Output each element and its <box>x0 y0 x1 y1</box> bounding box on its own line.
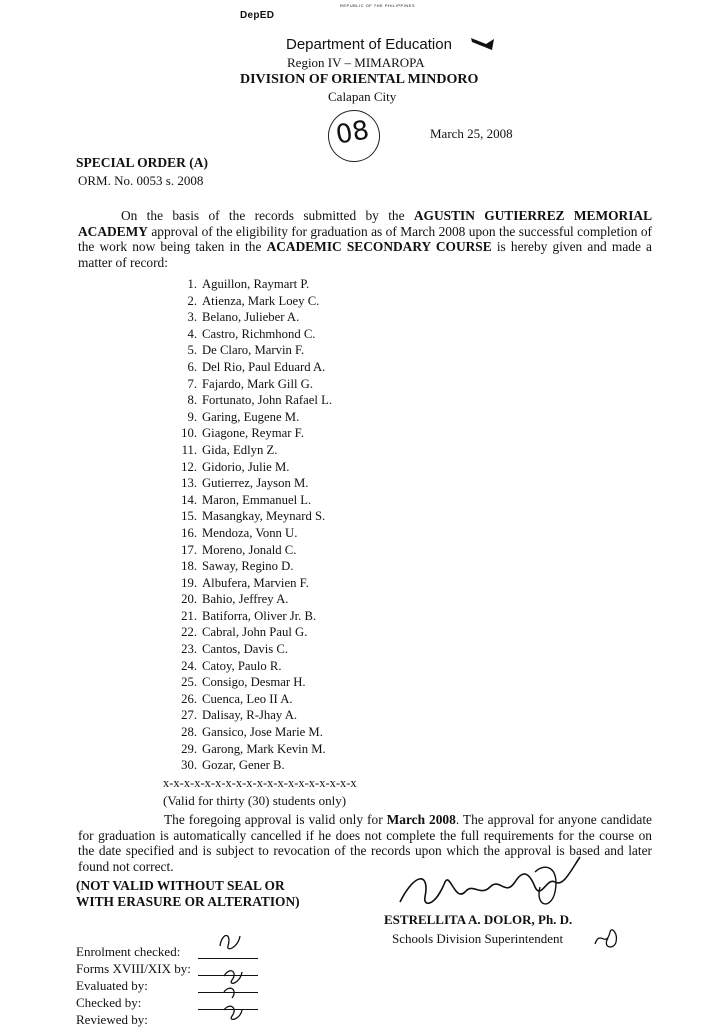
graduate-name: Aguillon, Raymart P. <box>202 277 310 291</box>
graduate-item <box>173 624 332 641</box>
republic-text: REPUBLIC OF THE PHILIPPINES <box>340 3 415 8</box>
header <box>0 0 717 151</box>
graduate-number: 5. <box>187 343 197 358</box>
graduate-name: Saway, Regino D. <box>202 559 294 574</box>
graduate-item <box>173 293 332 310</box>
graduate-item <box>173 641 332 658</box>
checklist-label: Enrolment checked: <box>76 944 181 959</box>
graduate-name: Belano, Julieber A. <box>202 310 300 325</box>
graduate-name: Fortunato, John Rafael L. <box>202 393 333 408</box>
graduate-name: Gansico, Jose Marie M. <box>202 725 323 740</box>
city-text: Calapan City <box>328 89 397 104</box>
graduate-item <box>173 392 332 409</box>
graduate-item <box>173 741 332 758</box>
graduate-item <box>173 276 332 293</box>
valid-month: March 2008 <box>386 812 456 827</box>
graduate-name: Atienza, Mark Loey C. <box>202 293 320 308</box>
handwritten-number: 08 <box>333 115 372 151</box>
initials-mark <box>592 924 622 957</box>
graduate-item <box>173 475 332 492</box>
division-name: DIVISION OF ORIENTAL MINDORO <box>240 72 479 87</box>
graduate-number: 2. <box>187 293 197 308</box>
graduate-item <box>173 542 332 559</box>
department-name: Department of Education <box>286 36 452 53</box>
graduate-number: 11. <box>181 442 197 457</box>
intro-paragraph <box>78 208 652 270</box>
signatory-title: Schools Division Superintendent <box>392 931 564 946</box>
graduate-name: Masangkay, Meynard S. <box>202 509 326 524</box>
graduate-item <box>173 442 332 459</box>
not-valid-line-1: (NOT VALID WITHOUT SEAL OR <box>76 878 285 893</box>
graduate-number: 9. <box>187 409 197 424</box>
graduate-number: 10. <box>181 426 197 441</box>
graduate-number: 20. <box>181 592 197 607</box>
graduate-item <box>173 691 332 708</box>
graduate-number: 23. <box>181 642 197 657</box>
graduate-name: Del Rio, Paul Eduard A. <box>202 359 326 374</box>
region-text: Region IV – MIMAROPA <box>287 55 425 70</box>
graduate-item <box>173 558 332 575</box>
graduate-item <box>173 575 332 592</box>
graduate-name: Gozar, Gener B. <box>202 758 285 773</box>
graduate-number: 18. <box>181 559 197 574</box>
graduate-name: Garong, Mark Kevin M. <box>202 741 326 756</box>
graduate-number: 17. <box>181 542 197 557</box>
graduate-name: Garing, Eugene M. <box>202 409 300 424</box>
graduate-number: 3. <box>187 310 197 325</box>
graduate-number: 28. <box>181 725 197 740</box>
order-title: SPECIAL ORDER (A) <box>76 155 209 170</box>
graduate-name: Maron, Emmanuel L. <box>202 492 312 507</box>
graduate-number: 1. <box>187 277 197 291</box>
graduate-item <box>173 459 332 476</box>
graduate-number: 22. <box>181 625 197 640</box>
graduate-number: 4. <box>187 326 197 341</box>
order-date: March 25, 2008 <box>430 126 513 141</box>
graduate-number: 29. <box>181 741 197 756</box>
graduate-number: 24. <box>181 658 197 673</box>
graduate-name: Albufera, Marvien F. <box>202 575 309 590</box>
graduate-item <box>173 508 332 525</box>
signatory-name: ESTRELLITA A. DOLOR, Ph. D. <box>384 912 573 927</box>
checklist <box>76 943 191 1028</box>
checklist-label: Evaluated by: <box>76 978 148 993</box>
checklist-label: Checked by: <box>76 995 142 1010</box>
checklist-label: Forms XVIII/XIX by: <box>76 961 191 976</box>
graduate-number: 27. <box>181 708 197 723</box>
graduate-number: 30. <box>181 758 197 773</box>
graduate-number: 26. <box>181 691 197 706</box>
deped-logo: DepED <box>240 10 275 21</box>
graduate-name: Gutierrez, Jayson M. <box>202 476 309 491</box>
not-valid-line-2: WITH ERASURE OR ALTERATION) <box>76 894 300 909</box>
checklist-item <box>76 977 191 994</box>
school-name: AGUSTIN GUTIERREZ MEMORIAL ACADEMY <box>78 208 653 239</box>
graduate-name: Cantos, Davis C. <box>202 642 288 657</box>
graduate-number: 6. <box>187 359 197 374</box>
graduate-name: Cuenca, Leo II A. <box>202 691 293 706</box>
graduate-name: Dalisay, R-Jhay A. <box>202 708 298 723</box>
graduate-name: Castro, Richmhond C. <box>202 326 316 341</box>
closing-text-1: The foregoing approval is valid only for <box>164 812 387 827</box>
graduate-name: Gida, Edlyn Z. <box>202 442 278 457</box>
not-valid-note <box>76 878 300 910</box>
graduate-name: Cabral, John Paul G. <box>202 625 308 640</box>
graduate-number: 25. <box>181 675 197 690</box>
graduate-number: 12. <box>181 459 197 474</box>
graduate-item <box>173 658 332 675</box>
checklist-item <box>76 960 191 977</box>
graduate-item <box>173 309 332 326</box>
order-number: ORM. No. 0053 s. 2008 <box>78 173 204 188</box>
graduate-name: Fajardo, Mark Gill G. <box>202 376 313 391</box>
graduate-list <box>173 276 332 774</box>
graduate-item <box>173 359 332 376</box>
graduate-item <box>173 608 332 625</box>
intro-text-2: approval of the eligibility for graduation as of March 2008 upon the successful completion of the work now being taken in the <box>78 223 652 254</box>
checklist-item <box>76 1011 191 1028</box>
graduate-number: 14. <box>181 492 197 507</box>
graduate-name: Giagone, Reymar F. <box>202 426 304 441</box>
graduate-item <box>173 425 332 442</box>
graduate-item <box>173 707 332 724</box>
graduate-item <box>173 342 332 359</box>
graduate-name: Gidorio, Julie M. <box>202 459 290 474</box>
graduate-number: 16. <box>181 525 197 540</box>
graduate-number: 8. <box>187 393 197 408</box>
graduate-name: Mendoza, Vonn U. <box>202 525 298 540</box>
graduate-name: Catoy, Paulo R. <box>202 658 282 673</box>
flag-icon <box>470 36 496 57</box>
graduate-name: De Claro, Marvin F. <box>202 343 305 358</box>
graduate-number: 13. <box>181 476 197 491</box>
course-name: ACADEMIC SECONDARY COURSE <box>266 239 492 254</box>
closing-text-2: . The approval for anyone candidate for graduation is automatically cancelled if he does not complete the full requirements for the course on the date specified and is subject to revocation of the records upon which the approval is based and later found not correct. <box>78 812 652 874</box>
graduate-item <box>173 724 332 741</box>
graduate-item <box>173 409 332 426</box>
checklist-item <box>76 943 191 960</box>
graduate-name: Bahio, Jeffrey A. <box>202 592 289 607</box>
graduate-name: Moreno, Jonald C. <box>202 542 297 557</box>
separator-line: x-x-x-x-x-x-x-x-x-x-x-x-x-x-x-x-x-x-x <box>163 776 357 790</box>
intro-text-1: On the basis of the records submitted by the <box>121 208 414 223</box>
graduate-name: Batiforra, Oliver Jr. B. <box>202 608 317 623</box>
graduate-item <box>173 492 332 509</box>
intro-text-3: is hereby given and made a matter of record: <box>78 239 652 270</box>
graduate-number: 15. <box>181 509 197 524</box>
graduate-number: 19. <box>181 575 197 590</box>
graduate-item <box>173 757 332 774</box>
graduate-item <box>173 376 332 393</box>
graduate-number: 21. <box>181 608 197 623</box>
graduate-number: 7. <box>187 376 197 391</box>
valid-note: (Valid for thirty (30) students only) <box>163 793 347 808</box>
graduate-item <box>173 525 332 542</box>
checklist-label: Reviewed by: <box>76 1012 148 1027</box>
graduate-name: Consigo, Desmar H. <box>202 675 306 690</box>
graduate-item <box>173 674 332 691</box>
initials-column <box>212 928 262 1029</box>
graduate-item <box>173 326 332 343</box>
checklist-item <box>76 994 191 1011</box>
graduate-item <box>173 591 332 608</box>
